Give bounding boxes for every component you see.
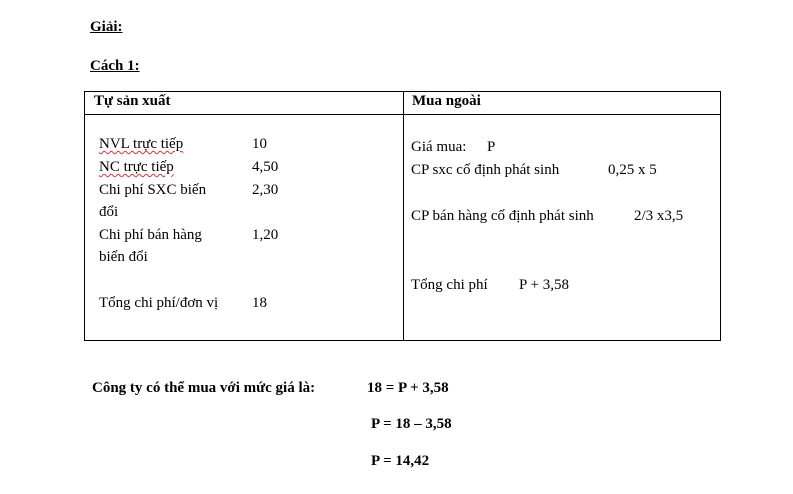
- row-purchase-price-value: P: [487, 139, 496, 155]
- equation-1: 18 = P + 3,58: [367, 380, 449, 396]
- row-total-unit-cost-value: 18: [252, 295, 267, 311]
- row-variable-overhead-label: Chi phí SXC biến: [99, 182, 207, 198]
- row-variable-overhead-label-cont: đổi: [99, 204, 119, 220]
- row-direct-materials-label: NVL trực tiếp: [99, 136, 184, 152]
- row-variable-selling-label: Chi phí bán hàng: [99, 227, 202, 243]
- row-direct-labor-value: 4,50: [252, 159, 279, 175]
- row-fixed-overhead-value: 0,25 x 5: [608, 162, 657, 178]
- row-fixed-overhead-label: CP sxc cố định phát sinh: [411, 162, 560, 178]
- row-fixed-selling-label: CP bán hàng cố định phát sinh: [411, 208, 594, 224]
- row-total-unit-cost-label: Tổng chi phí/đơn vị: [99, 295, 219, 311]
- equation-2: P = 18 – 3,58: [371, 416, 452, 432]
- row-variable-overhead-value: 2,30: [252, 182, 279, 198]
- solution-heading: Giải:: [90, 19, 123, 35]
- row-direct-labor-label: NC trực tiếp: [99, 159, 174, 175]
- row-variable-selling-label-cont: biến đổi: [99, 249, 148, 265]
- row-fixed-selling-value: 2/3 x3,5: [634, 208, 684, 224]
- row-purchase-price-label: Giá mua:: [411, 139, 467, 155]
- table-column-divider: [403, 92, 404, 340]
- column-header-buy-outside: Mua ngoài: [412, 93, 481, 109]
- method-1-heading: Cách 1:: [90, 58, 140, 74]
- row-total-cost-value: P + 3,58: [519, 277, 569, 293]
- row-direct-materials-value: 10: [252, 136, 267, 152]
- column-header-self-produce: Tự sản xuất: [94, 93, 171, 109]
- equation-3: P = 14,42: [371, 453, 430, 469]
- conclusion-text: Công ty có thể mua với mức giá là:: [92, 380, 316, 396]
- cost-comparison-table: [84, 91, 721, 341]
- row-total-cost-label: Tổng chi phí: [411, 277, 488, 293]
- row-variable-selling-value: 1,20: [252, 227, 279, 243]
